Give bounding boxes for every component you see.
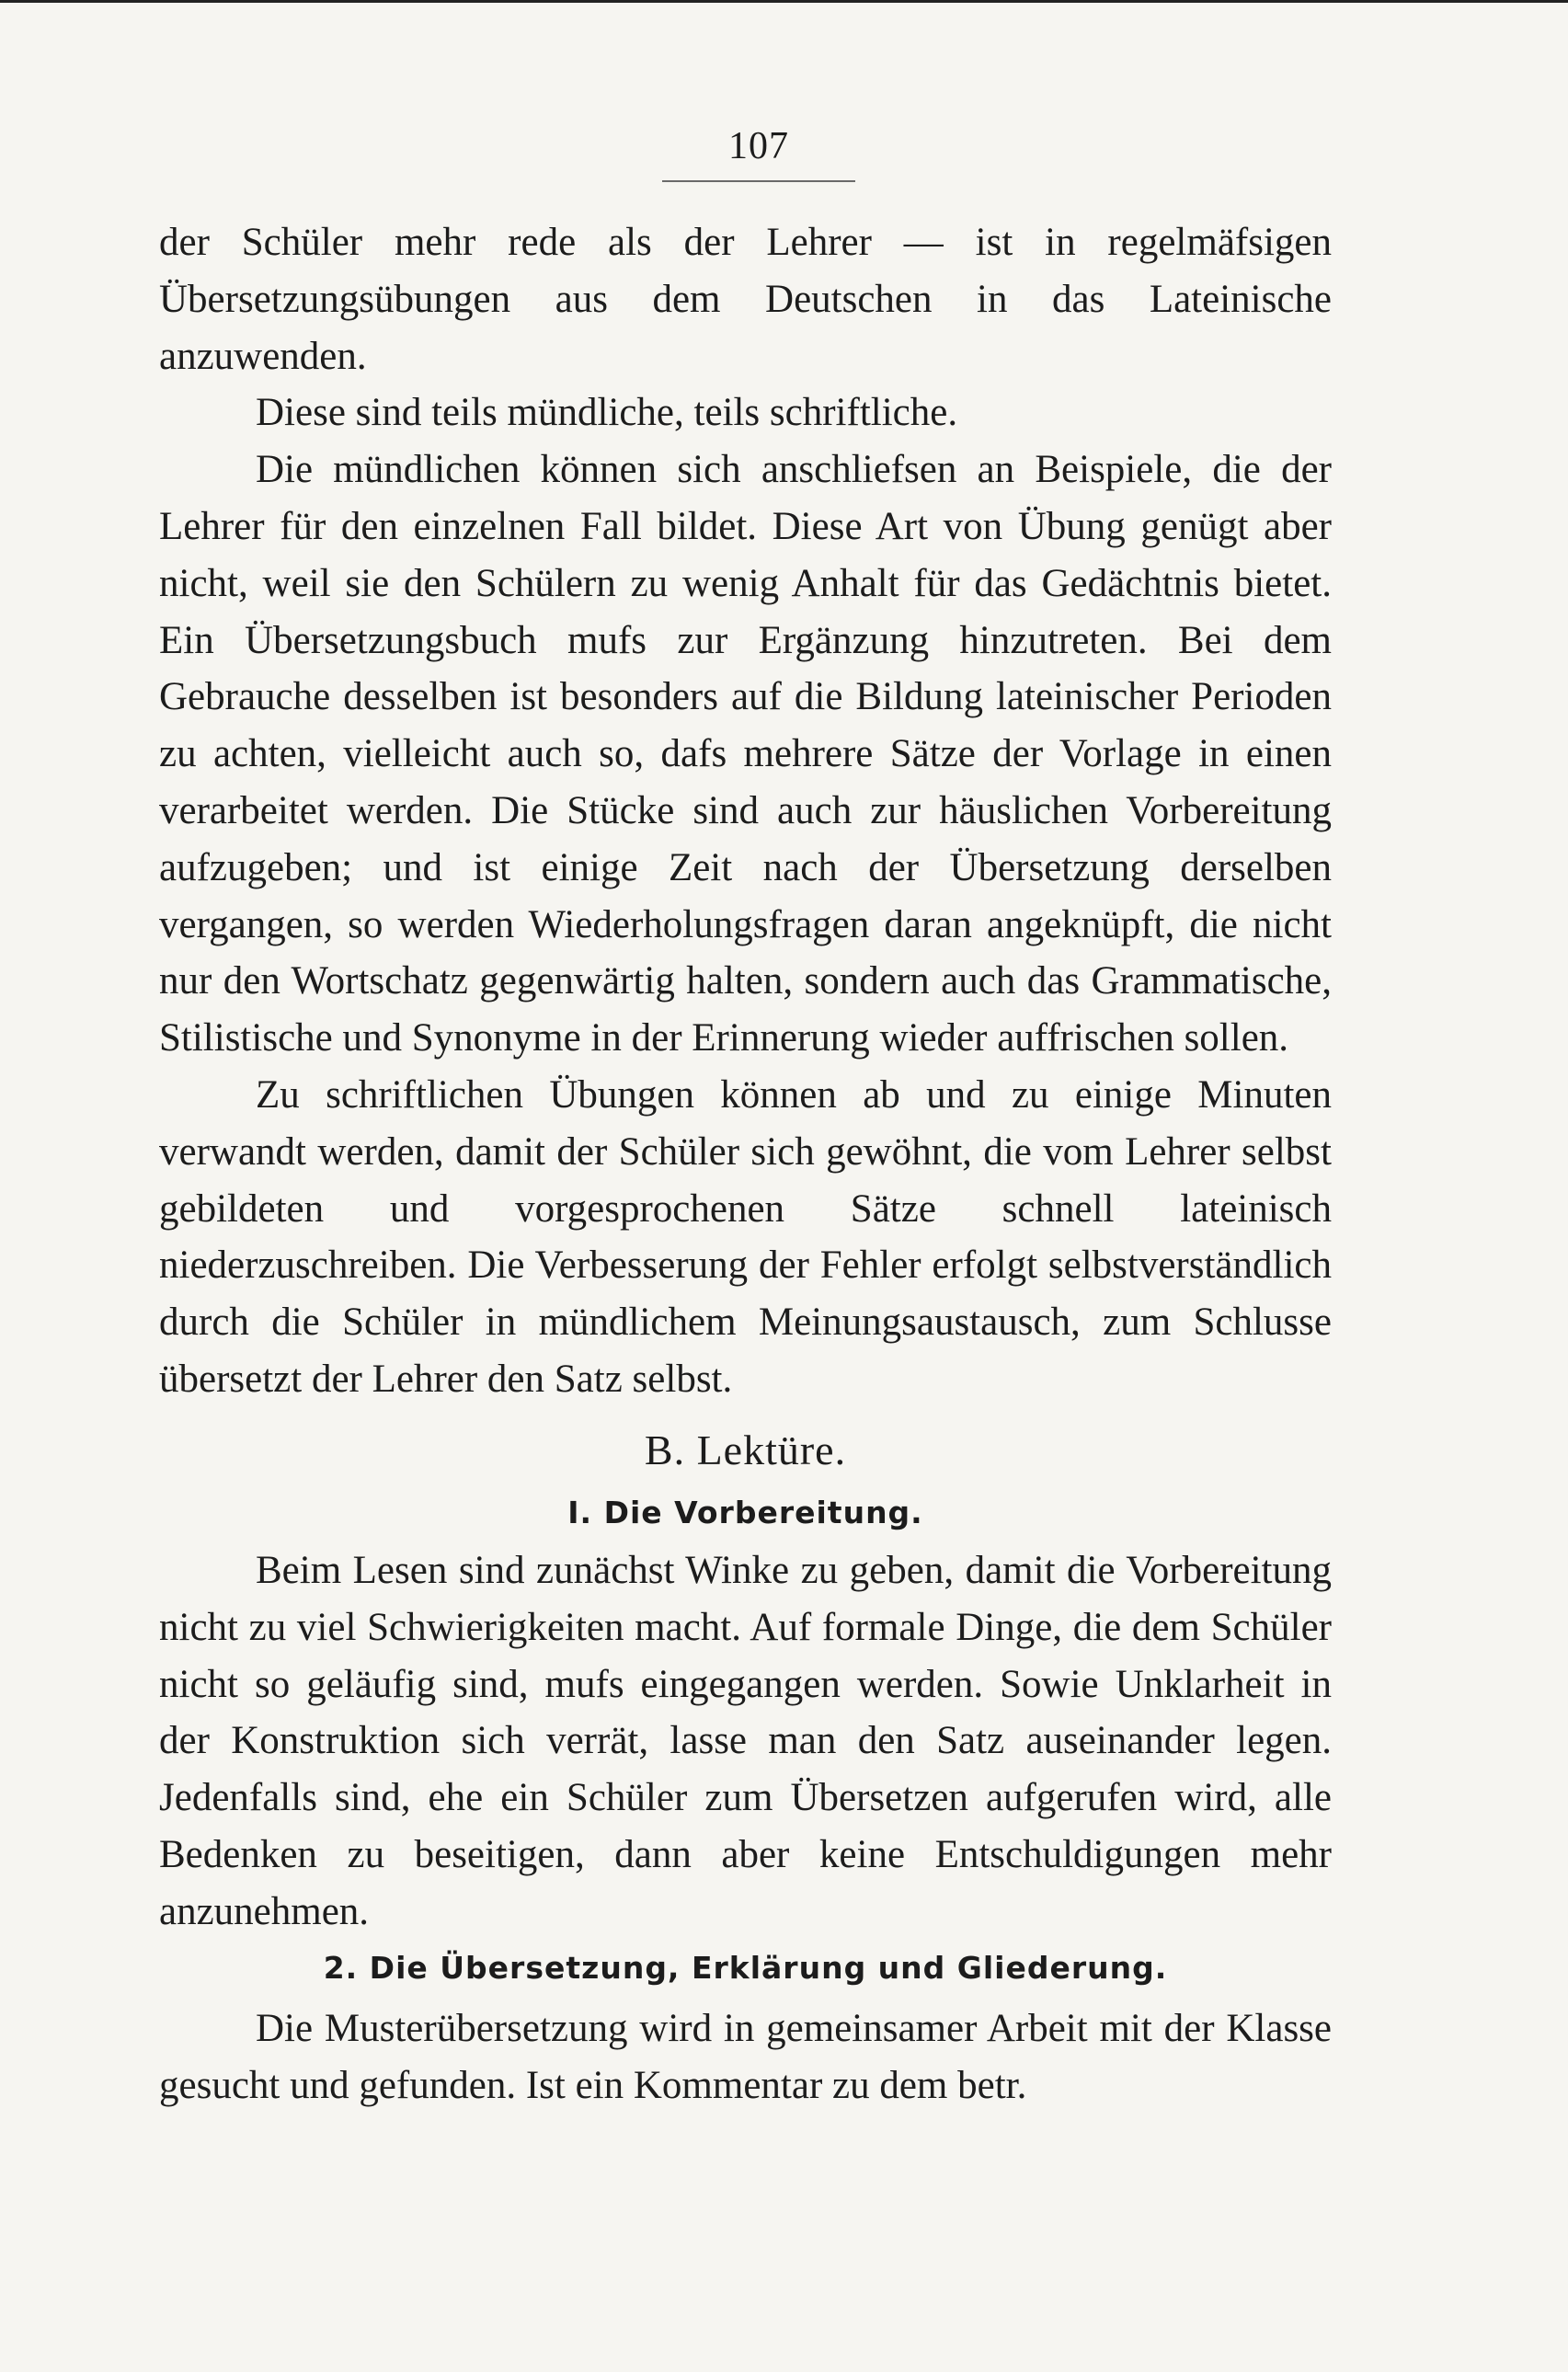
text-block-1 xyxy=(159,214,1332,1408)
text-block-2 xyxy=(159,1542,1332,1941)
paragraph-oral-written: Diese sind teils mündliche, teils schriftliche. xyxy=(256,391,958,435)
paragraph-vorbereitung: Beim Lesen sind zunächst Winke zu geben, damit die Vorbereitung nicht zu viel Schwierigkeiten macht. Auf formale Dinge, die dem Schüler nicht so geläufig sind, mufs eingegangen werden. Sowie Unklarheit in der Konstruktion sich verrät, lasse man den Satz auseinander legen. Jedenfalls sind, ehe ein Schüler zum Übersetzen aufgerufen wird, alle Bedenken zu beseitigen, dann aber keine Entschuldigungen mehr anzunehmen. xyxy=(159,1549,1332,1933)
paragraph-continuation: der Schüler mehr rede als der Lehrer — ist in regelmäfsigen Übersetzungsübungen aus dem Deutschen in das Lateinische anzuwenden. xyxy=(159,221,1332,378)
scan-edge xyxy=(0,0,1568,3)
paragraph-uebersetzung: Die Musterübersetzung wird in gemeinsamer Arbeit mit der Klasse gesucht und gefunden. Ist ein Kommentar zu dem betr. xyxy=(159,2007,1332,2107)
text-block-3 xyxy=(159,2000,1332,2114)
subsection-heading-uebersetzung: 2. Die Übersetzung, Erklärung und Gliederung. xyxy=(323,1950,1168,1986)
page-number: 107 xyxy=(728,125,789,167)
section-heading-lektuere: B. Lektüre. xyxy=(644,1427,847,1473)
paragraph-written-exercises: Zu schriftlichen Übungen können ab und zu einige Minuten verwandt werden, damit der Schüler sich gewöhnt, die vom Lehrer selbst gebildeten und vorgesprochenen Sätze schnell lateinisch niederzuschreiben. Die Verbesserung der Fehler erfolgt selbstverständlich durch die Schüler in mündlichem Meinungsaustausch, zum Schlusse übersetzt der Lehrer den Satz selbst. xyxy=(159,1072,1332,1401)
subsection-heading-vorbereitung: I. Die Vorbereitung. xyxy=(567,1495,923,1530)
paragraph-oral-exercises: Die mündlichen können sich anschliefsen an Beispiele, die der Lehrer für den einzelnen Fall bildet. Diese Art von Übung genügt aber nicht, weil sie den Schülern zu wenig Anhalt für das Gedächtnis bietet. Ein Übersetzungsbuch mufs zur Ergänzung hinzutreten. Bei dem Gebrauche desselben ist besonders auf die Bildung lateinischer Perioden zu achten, vielleicht auch so, dafs mehrere Sätze der Vorlage in einen verarbeitet werden. Die Stücke sind auch zur häuslichen Vorbereitung aufzugeben; und ist einige Zeit nach der Übersetzung derselben vergangen, so werden Wiederholungsfragen daran angeknüpft, die nicht nur den Wortschatz gegenwärtig halten, sondern auch das Grammatische, Stilistische und Synonyme in der Erinnerung wieder auffrischen sollen. xyxy=(159,448,1332,1060)
page-number-rule xyxy=(662,180,855,182)
